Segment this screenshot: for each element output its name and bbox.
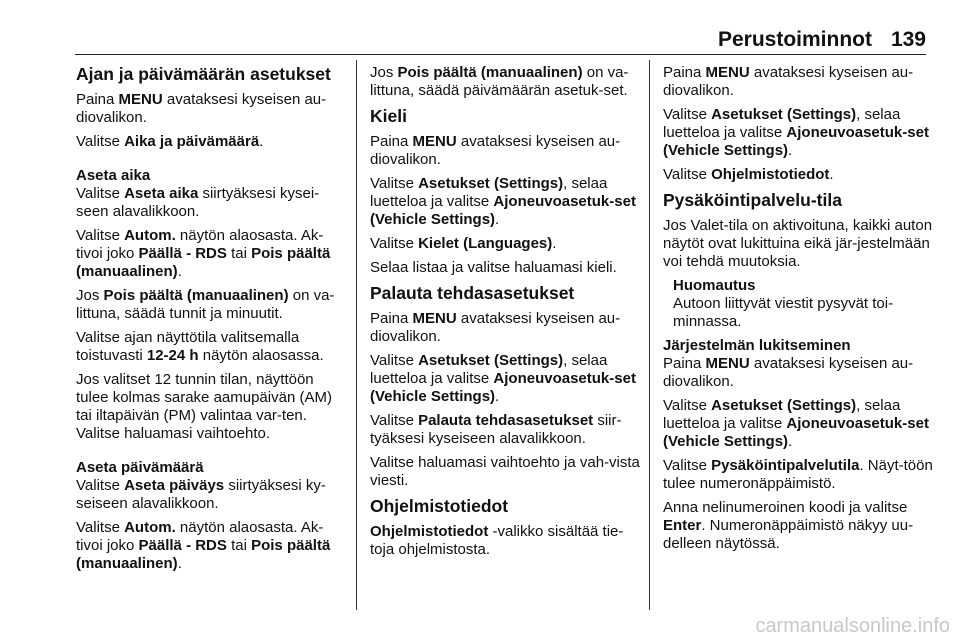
note-text: Autoon liittyvät viestit pysyvät toi-minnassa. <box>673 295 894 330</box>
section-heading: Pysäköintipalvelu-tila <box>663 190 842 210</box>
note-box <box>673 277 935 331</box>
paragraph: Valitse Autom. näytön alaosasta. Ak-tivoi joko Päällä - RDS tai Pois päältä (manuaalinen). <box>76 519 331 572</box>
paragraph: Jos Valet-tila on aktivoituna, kaikki auton näytöt ovat lukittuina eikä jär-jestelmään voi tehdä muutoksia. <box>663 217 933 270</box>
paragraph: Jos Pois päältä (manuaalinen) on va-littuna, säädä tunnit ja minuutit. <box>76 287 335 322</box>
paragraph: Valitse Palauta tehdasasetukset siir-tyäksesi kyseiseen alavalikkoon. <box>370 412 622 447</box>
section-heading: Palauta tehdasasetukset <box>370 283 575 303</box>
section-heading: Ajan ja päivämäärän asetukset <box>76 64 331 84</box>
paragraph: Selaa listaa ja valitse haluamasi kieli. <box>370 259 617 276</box>
page-header <box>0 0 960 56</box>
note-title: Huomautus <box>673 277 756 294</box>
section-heading: Kieli <box>370 106 407 126</box>
column-2 <box>370 64 642 565</box>
paragraph: Paina MENU avataksesi kyseisen au-diovalikon. <box>370 133 621 168</box>
paragraph: Valitse Asetukset (Settings), selaa luetteloa ja valitse Ajoneuvoasetuk-set (Vehicle Settings). <box>370 175 636 228</box>
paragraph: Valitse ajan näyttötila valitsemalla toistuvasti 12-24 h näytön alaosassa. <box>76 329 324 364</box>
paragraph: Jos Pois päältä (manuaalinen) on va-littuna, säädä päivämäärän asetuk-set. <box>370 64 629 99</box>
paragraph: Jos valitset 12 tunnin tilan, näyttöön tulee kolmas sarake aamupäivän (AM) tai iltapäivän (PM) valintaa var-ten. Valitse haluamasi vaihtoehto. <box>76 371 332 442</box>
paragraph: Valitse haluamasi vaihtoehto ja vah-vista viesti. <box>370 454 640 489</box>
chapter-title: Perustoiminnot <box>717 28 872 51</box>
paragraph: Ohjelmistotiedot -valikko sisältää tie-toja ohjelmistosta. <box>370 523 624 558</box>
subsection-heading: Aseta aika <box>76 167 151 184</box>
page-number: 139 <box>890 28 926 51</box>
paragraph: Paina MENU avataksesi kyseisen au-diovalikon. <box>76 91 327 126</box>
paragraph: Valitse Aseta päiväys siirtyäksesi ky-seiseen alavalikkoon. <box>76 477 326 512</box>
paragraph: Valitse Aseta aika siirtyäksesi kysei-seen alavalikkoon. <box>76 185 320 220</box>
subsection-heading: Järjestelmän lukitseminen <box>663 337 851 354</box>
paragraph: Valitse Asetukset (Settings), selaa luetteloa ja valitse Ajoneuvoasetuk-set (Vehicle Settings). <box>663 397 929 450</box>
watermark: carmanualsonline.info <box>755 615 950 637</box>
paragraph: Paina MENU avataksesi kyseisen au-diovalikon. <box>663 64 914 99</box>
paragraph: Valitse Asetukset (Settings), selaa luetteloa ja valitse Ajoneuvoasetuk-set (Vehicle Settings). <box>663 106 929 159</box>
paragraph: Valitse Ohjelmistotiedot. <box>663 166 834 183</box>
paragraph: Anna nelinumeroinen koodi ja valitse Enter. Numeronäppäimistö näkyy uu-delleen näytössä. <box>663 499 914 552</box>
paragraph: Valitse Autom. näytön alaosasta. Ak-tivoi joko Päällä - RDS tai Pois päältä (manuaalinen). <box>76 227 331 280</box>
column-1 <box>76 64 348 579</box>
column-divider <box>649 60 650 610</box>
paragraph: Valitse Aika ja päivämäärä. <box>76 133 264 150</box>
section-heading: Ohjelmistotiedot <box>370 496 509 516</box>
paragraph: Valitse Pysäköintipalvelutila. Näyt-töön tulee numeronäppäimistö. <box>663 457 933 492</box>
subsection-heading: Aseta päivämäärä <box>76 459 204 476</box>
column-divider <box>356 60 357 610</box>
paragraph: Valitse Asetukset (Settings), selaa luetteloa ja valitse Ajoneuvoasetuk-set (Vehicle Settings). <box>370 352 636 405</box>
column-3 <box>663 64 935 559</box>
paragraph: Valitse Kielet (Languages). <box>370 235 557 252</box>
paragraph: Paina MENU avataksesi kyseisen au-diovalikon. <box>370 310 621 345</box>
paragraph: Paina MENU avataksesi kyseisen au-diovalikon. <box>663 355 914 390</box>
header-rule <box>75 54 926 55</box>
